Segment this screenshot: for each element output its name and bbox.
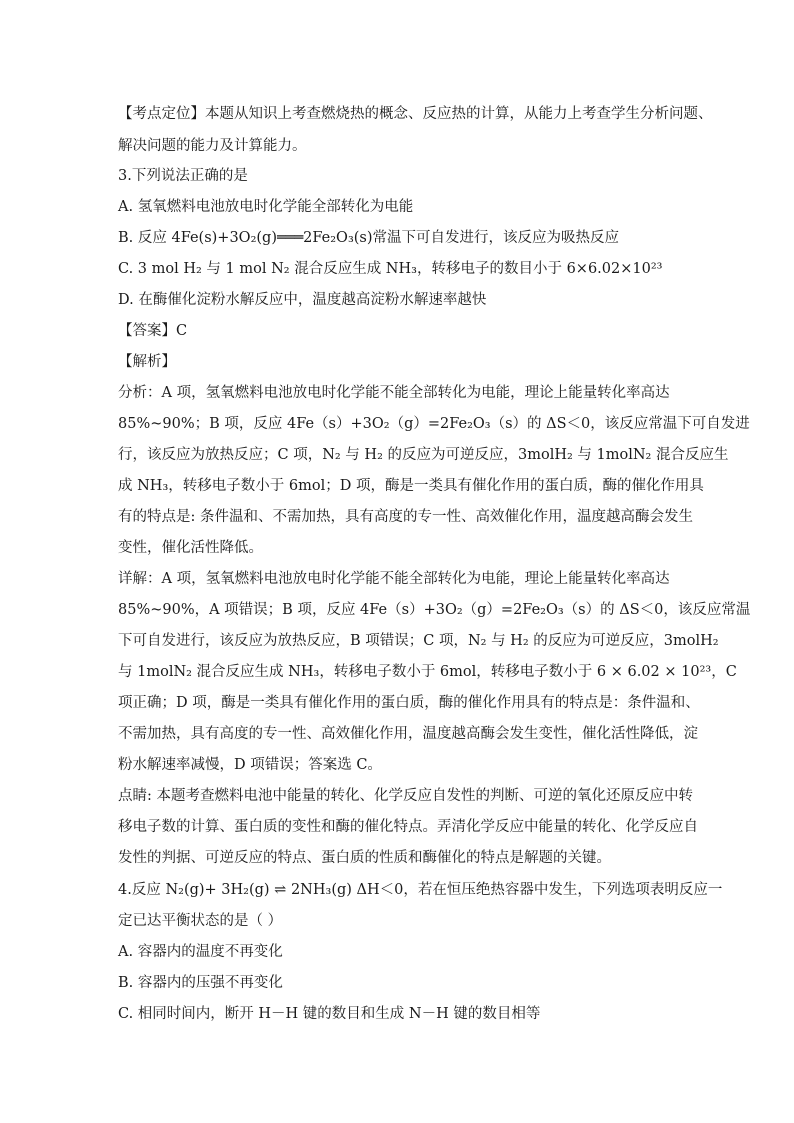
xiangjie-line-2: 85%~90%，A 项错误；B 项，反应 4Fe（s）+3O₂（g）=2Fe₂O₃（s）的 ΔS＜0，该反应常温 xyxy=(118,602,751,618)
q4-option-a: A. 容器内的温度不再变化 xyxy=(118,944,283,960)
kaodian-line-2: 解决问题的能力及计算能力。 xyxy=(118,138,307,154)
xiangjie-line-3: 下可自发进行，该反应为放热反应，B 项错误；C 项，N₂ 与 H₂ 的反应为可逆反应，3molH₂ xyxy=(118,633,719,649)
xiangjie-line-5: 项正确；D 项，酶是一类具有催化作用的蛋白质，酶的催化作用具有的特点是：条件温和、 xyxy=(118,695,700,711)
q4-option-c: C. 相同时间内，断开 H－H 键的数目和生成 N－H 键的数目相等 xyxy=(118,1006,541,1022)
q3-answer: 【答案】C xyxy=(118,323,188,339)
xiangjie-line-6: 不需加热，具有高度的专一性、高效催化作用，温度越高酶会发生变性，催化活性降低，淀 xyxy=(118,726,698,742)
dianjing-line-3: 发性的判据、可逆反应的特点、蛋白质的性质和酶催化的特点是解题的关键。 xyxy=(118,850,611,866)
q4-option-b: B. 容器内的压强不再变化 xyxy=(118,975,283,991)
fenxi-line-5: 有的特点是: 条件温和、不需加热，具有高度的专一性、高效催化作用，温度越高酶会发生 xyxy=(118,509,693,525)
question-3-stem: 3.下列说法正确的是 xyxy=(118,168,248,184)
question-4-stem-line-2: 定已达平衡状态的是（ ） xyxy=(118,913,283,929)
q3-option-c: C. 3 mol H₂ 与 1 mol N₂ 混合反应生成 NH₃，转移电子的数目小于 6×6.02×10²³ xyxy=(118,261,663,277)
fenxi-line-1: 分析：A 项，氢氧燃料电池放电时化学能不能全部转化为电能，理论上能量转化率高达 xyxy=(118,385,670,401)
fenxi-line-6: 变性，催化活性降低。 xyxy=(118,540,263,556)
q3-option-d: D. 在酶催化淀粉水解反应中，温度越高淀粉水解速率越快 xyxy=(118,292,487,308)
fenxi-line-4: 成 NH₃，转移电子数小于 6mol；D 项，酶是一类具有催化作用的蛋白质，酶的催化作用具 xyxy=(118,478,704,494)
xiangjie-line-1: 详解：A 项，氢氧燃料电池放电时化学能不能全部转化为电能，理论上能量转化率高达 xyxy=(118,571,670,587)
xiangjie-line-4: 与 1molN₂ 混合反应生成 NH₃，转移电子数小于 6mol，转移电子数小于 6 × 6.02 × 10²³，C xyxy=(118,664,737,680)
kaodian-line-1: 【考点定位】本题从知识上考查燃烧热的概念、反应热的计算，从能力上考查学生分析问题、 xyxy=(118,106,713,122)
q3-option-a: A. 氢氧燃料电池放电时化学能全部转化为电能 xyxy=(118,199,414,215)
q3-jiexi-label: 【解析】 xyxy=(118,354,176,370)
xiangjie-line-7: 粉水解速率减慢，D 项错误；答案选 C。 xyxy=(118,757,382,773)
dianjing-line-1: 点睛: 本题考查燃料电池中能量的转化、化学反应自发性的判断、可逆的氧化还原反应中转 xyxy=(118,788,693,804)
question-4-stem-line-1: 4.反应 N₂(g)+ 3H₂(g) ⇌ 2NH₃(g) ΔH＜0，若在恒压绝热容器中发生，下列选项表明反应一 xyxy=(118,882,723,898)
dianjing-line-2: 移电子数的计算、蛋白质的变性和酶的催化特点。弄清化学反应中能量的转化、化学反应自 xyxy=(118,819,698,835)
fenxi-line-3: 行，该反应为放热反应；C 项，N₂ 与 H₂ 的反应为可逆反应，3molH₂ 与 1molN₂ 混合反应生 xyxy=(118,447,729,463)
fenxi-line-2: 85%~90%；B 项，反应 4Fe（s）+3O₂（g）=2Fe₂O₃（s）的 ΔS＜0，该反应常温下可自发进 xyxy=(118,416,750,432)
q3-option-b: B. 反应 4Fe(s)+3O₂(g)═══2Fe₂O₃(s)常温下可自发进行，该反应为吸热反应 xyxy=(118,230,620,246)
